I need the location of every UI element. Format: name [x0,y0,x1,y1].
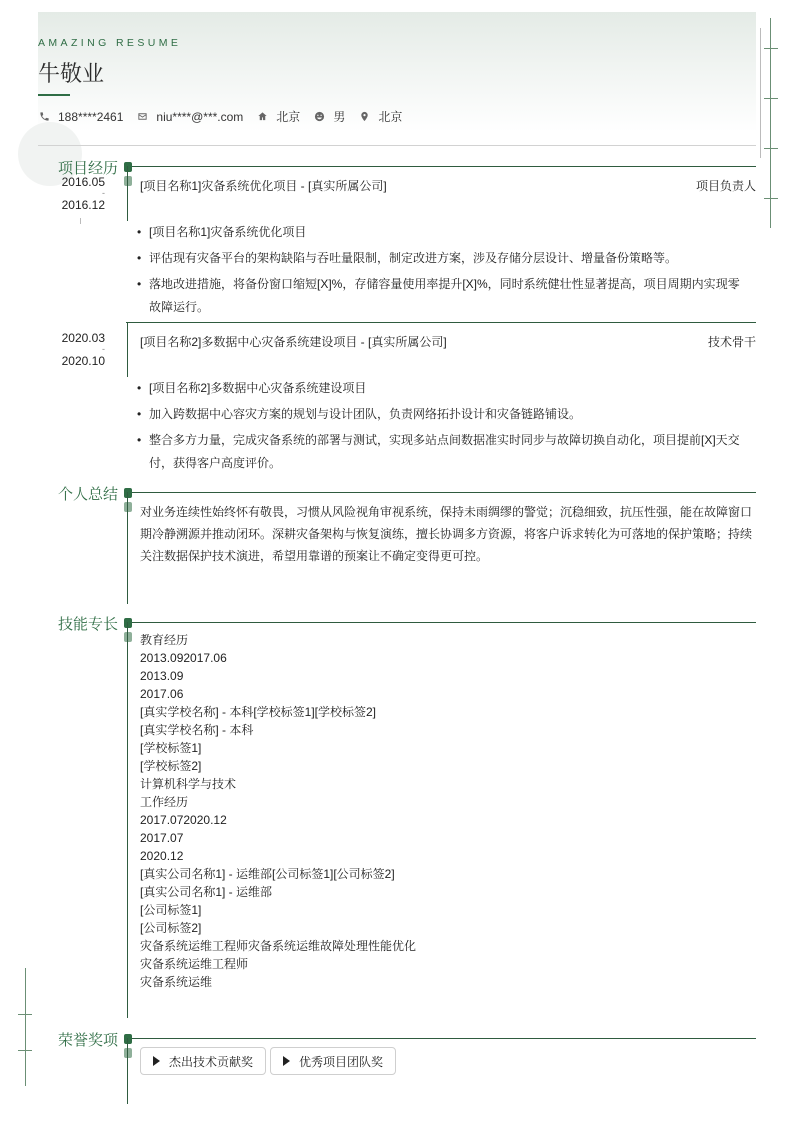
project-end-date: 2020.10 [61,354,105,368]
section-marker [124,618,132,628]
list-item: • [项目名称2]多数据中心灾备系统建设项目 [137,377,749,400]
decor-tick [764,198,778,199]
contact-home [256,108,300,125]
list-item: 工作经历 [140,795,189,809]
section-marker [124,488,132,498]
list-item: 灾备系统运维工程师灾备系统运维故障处理性能优化 [140,939,417,953]
resume-subtitle: AMAZING RESUME [38,37,182,49]
list-item: 2017.072020.12 [140,813,227,827]
contact-email [136,110,243,124]
list-item: 2013.092017.06 [140,651,227,665]
list-item: [公司标签1] [140,903,202,917]
location-pin-icon [358,111,370,123]
contact-gender [313,108,345,125]
section-marker [124,162,132,172]
decor-tick [764,148,778,149]
section-title-awards: 荣誉奖项 [57,1032,118,1049]
contact-phone [38,110,123,124]
project-start-date: 2020.03 [61,331,105,345]
contact-location [358,108,402,125]
list-item: [真实公司名称1] - 运维部[公司标签1][公司标签2] [140,867,395,881]
project-end-date: 2016.12 [61,198,105,212]
project-bullets [137,377,749,478]
contact-gender-text: 男 [333,110,346,124]
play-triangle-icon [283,1056,290,1066]
project-date-separator: - [102,188,105,198]
section-title-projects: 项目经历 [57,160,118,177]
timeline-line [127,622,128,1018]
list-item: • 评估现有灾备平台的架构缺陷与吞吐量限制，制定改进方案，涉及存储分层设计、增量备份策略等。 [137,247,749,270]
summary-text: 对业务连续性始终怀有敬畏，习惯从风险视角审视系统，保持未雨绸缪的警觉；沉稳细致，抗压性强，能在故障窗口期冷静溯源并推动闭环。深耕灾备架构与恢复演练，擅长协调多方资源，将客户诉求转化为可落地的保护策略；持续关注数据保护技术演进，希望用靠谱的预案让不确定变得更可控。 [140,505,753,563]
project-divider [126,322,756,323]
award-tag[interactable] [270,1047,396,1075]
list-item: 2017.06 [140,687,184,701]
play-triangle-icon [153,1056,160,1066]
contact-phone-text: 188****2461 [58,109,124,124]
contact-home-text: 北京 [276,110,301,124]
decor-rail-left [25,968,26,1086]
section-marker [124,1034,132,1044]
list-item: [真实公司名称1] - 运维部 [140,885,273,899]
home-icon [256,111,268,123]
list-item: 计算机科学与技术 [140,777,237,791]
list-item: 2020.12 [140,849,184,863]
list-item: [学校标签1] [140,741,202,755]
list-item: [真实学校名称] - 本科[学校标签1][学校标签2] [140,705,377,719]
section-marker-secondary [124,502,132,512]
project-role: 技术骨干 [707,335,756,349]
project-role: 项目负责人 [695,179,756,193]
award-label: 杰出技术贡献奖 [169,1054,254,1069]
timeline-line [127,322,128,377]
section-marker-secondary [124,632,132,642]
list-item: 2013.09 [140,669,184,683]
section-marker-secondary [124,1048,132,1058]
section-title-skills: 技能专长 [57,616,118,633]
list-item: 2017.07 [140,831,184,845]
section-rule-awards [126,1038,756,1039]
list-item: [真实学校名称] - 本科 [140,723,254,737]
phone-icon [38,111,50,123]
list-item: • 加入跨数据中心容灾方案的规划与设计团队，负责网络拓扑设计和灾备链路铺设。 [137,403,749,426]
mail-icon [136,111,148,123]
timeline-line [127,492,128,604]
contact-bar [38,108,415,125]
section-rule-projects [126,166,756,167]
awards-list [140,1047,400,1075]
decor-tick [764,98,778,99]
list-item: • 整合多方力量，完成灾备系统的部署与测试，实现多站点间数据准实时同步与故障切换自动化，项目提前[X]天交付，获得客户高度评价。 [137,429,749,475]
decor-tick [18,1014,32,1015]
list-item: 灾备系统运维 [140,975,213,989]
list-item: 灾备系统运维工程师 [140,957,249,971]
list-item: • 落地改进措施，将备份窗口缩短[X]%，存储容量使用率提升[X]%，同时系统健壮性显著提高，项目周期内实现零故障运行。 [137,273,749,319]
header-divider [38,145,756,146]
project-date-separator: - [102,344,105,354]
contact-location-text: 北京 [378,110,403,124]
decor-rail-right-thin [760,28,761,158]
decor-tick [764,48,778,49]
list-item: [公司标签2] [140,921,202,935]
decor-rail-right [770,18,771,228]
award-label: 优秀项目团队奖 [299,1054,384,1069]
section-title-summary: 个人总结 [57,486,118,503]
section-rule-summary [126,492,756,493]
gender-icon [313,111,325,123]
award-tag[interactable] [140,1047,266,1075]
project-title: [项目名称2]多数据中心灾备系统建设项目 - [真实所属公司] [140,335,447,349]
project-start-date: 2016.05 [61,175,105,189]
skills-list [140,631,416,991]
list-item: 教育经历 [140,633,189,647]
decor-tick [18,1050,32,1051]
name-underline [38,94,70,96]
project-bullets [137,221,749,322]
project-title: [项目名称1]灾备系统优化项目 - [真实所属公司] [140,179,387,193]
decor-dot [80,218,81,224]
candidate-name: 牛敬业 [38,61,105,86]
timeline-line [127,166,128,221]
contact-email-text: niu****@***.com [156,109,244,124]
list-item: • [项目名称1]灾备系统优化项目 [137,221,749,244]
section-rule-skills [126,622,756,623]
section-marker-secondary [124,176,132,186]
list-item: [学校标签2] [140,759,202,773]
timeline-line [127,1038,128,1104]
